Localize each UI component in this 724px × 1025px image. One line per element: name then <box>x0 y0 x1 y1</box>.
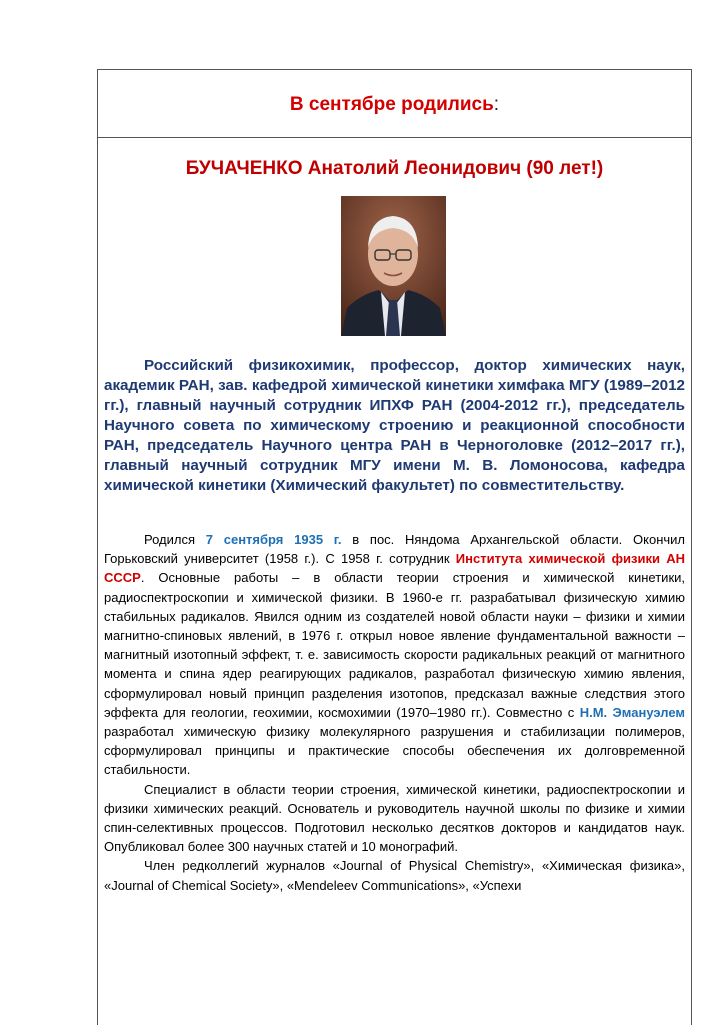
person-name: БУЧАЧЕНКО Анатолий Леонидович (90 лет!) <box>185 158 604 179</box>
bio-text: Родился <box>144 532 206 547</box>
bio-paragraph-1 <box>104 530 685 780</box>
summary-paragraph: Российский физикохимик, профессор, доктор химических наук, академик РАН, зав. кафедрой химической кинетики химфака МГУ (1989–2012 гг.), главный научный сотрудник ИПХФ РАН (2004-2012 гг.), председатель Научного совета по химическому строению и реакционной способности РАН, председатель Научного центра РАН в Черноголовке (2012–2017 гг.), главный научный сотрудник МГУ имени М. В. Ломоносова, кафедра химической кинетики (Химический факультет) по совместительству. <box>104 357 685 494</box>
section-heading-text: В сентябре родились <box>289 94 494 115</box>
institute-name: Института химической физики АН СССР <box>104 551 685 586</box>
bio-text: . Основные работы – в области теории строения и химической кинетики, радиоспектроскопии и химической физики. В 1960-е гг. разрабатывал физическую химию стабильных радикалов. Явился одним из создателей новой области науки – физики и химии магнитно-спиновых явлений, в 1976 г. открыл новое явление фундаментальной важности – магнитный изотопный эффект, т. е. зависимость скорости радикальных реакций от магнитного момента и спина ядер реагирующих радикалов, разработал физическую химию явления, сформулировал новый принцип разделения изотопов, предсказал важные следствия этого эффекта для геологии, геохимии, космохимии (1970–1980 гг.). Совместно с <box>104 570 685 720</box>
bio-paragraph-2: Специалист в области теории строения, химической кинетики, радиоспектроскопии и физики химических реакций. Основатель и руководитель научной школы по физике и химии спин-селективных процессов. Подготовил несколько десятков докторов и кандидатов наук. Опубликовал более 300 научных статей и 10 монографий. <box>104 781 685 855</box>
section-heading-colon: : <box>493 94 500 115</box>
bio-text: в пос. Няндома Архангельской области. Окончил Горьковский университет (1958 г.). С 1958 г. сотрудник <box>104 532 685 567</box>
page-frame <box>97 69 692 1025</box>
coauthor-name: Н.М. Эмануэлем <box>579 704 685 720</box>
section-heading <box>98 94 691 116</box>
portrait-photo <box>341 196 446 336</box>
header-cell <box>98 70 691 138</box>
birth-date: 7 сентября 1935 г. <box>205 532 342 547</box>
portrait-image <box>341 196 446 336</box>
bio-paragraph-3: Член редколлегий журналов «Journal of Physical Chemistry», «Химическая физика», «Journal of Chemical Society», «Mendeleev Communications», «Успехи <box>104 858 685 893</box>
biography <box>104 530 685 895</box>
bio-text: разработал химическую физику молекулярного разрушения и стабилизации полимеров, сформулировал принципы и практические способы обеспечения их долговременной стабильности. <box>104 724 685 778</box>
